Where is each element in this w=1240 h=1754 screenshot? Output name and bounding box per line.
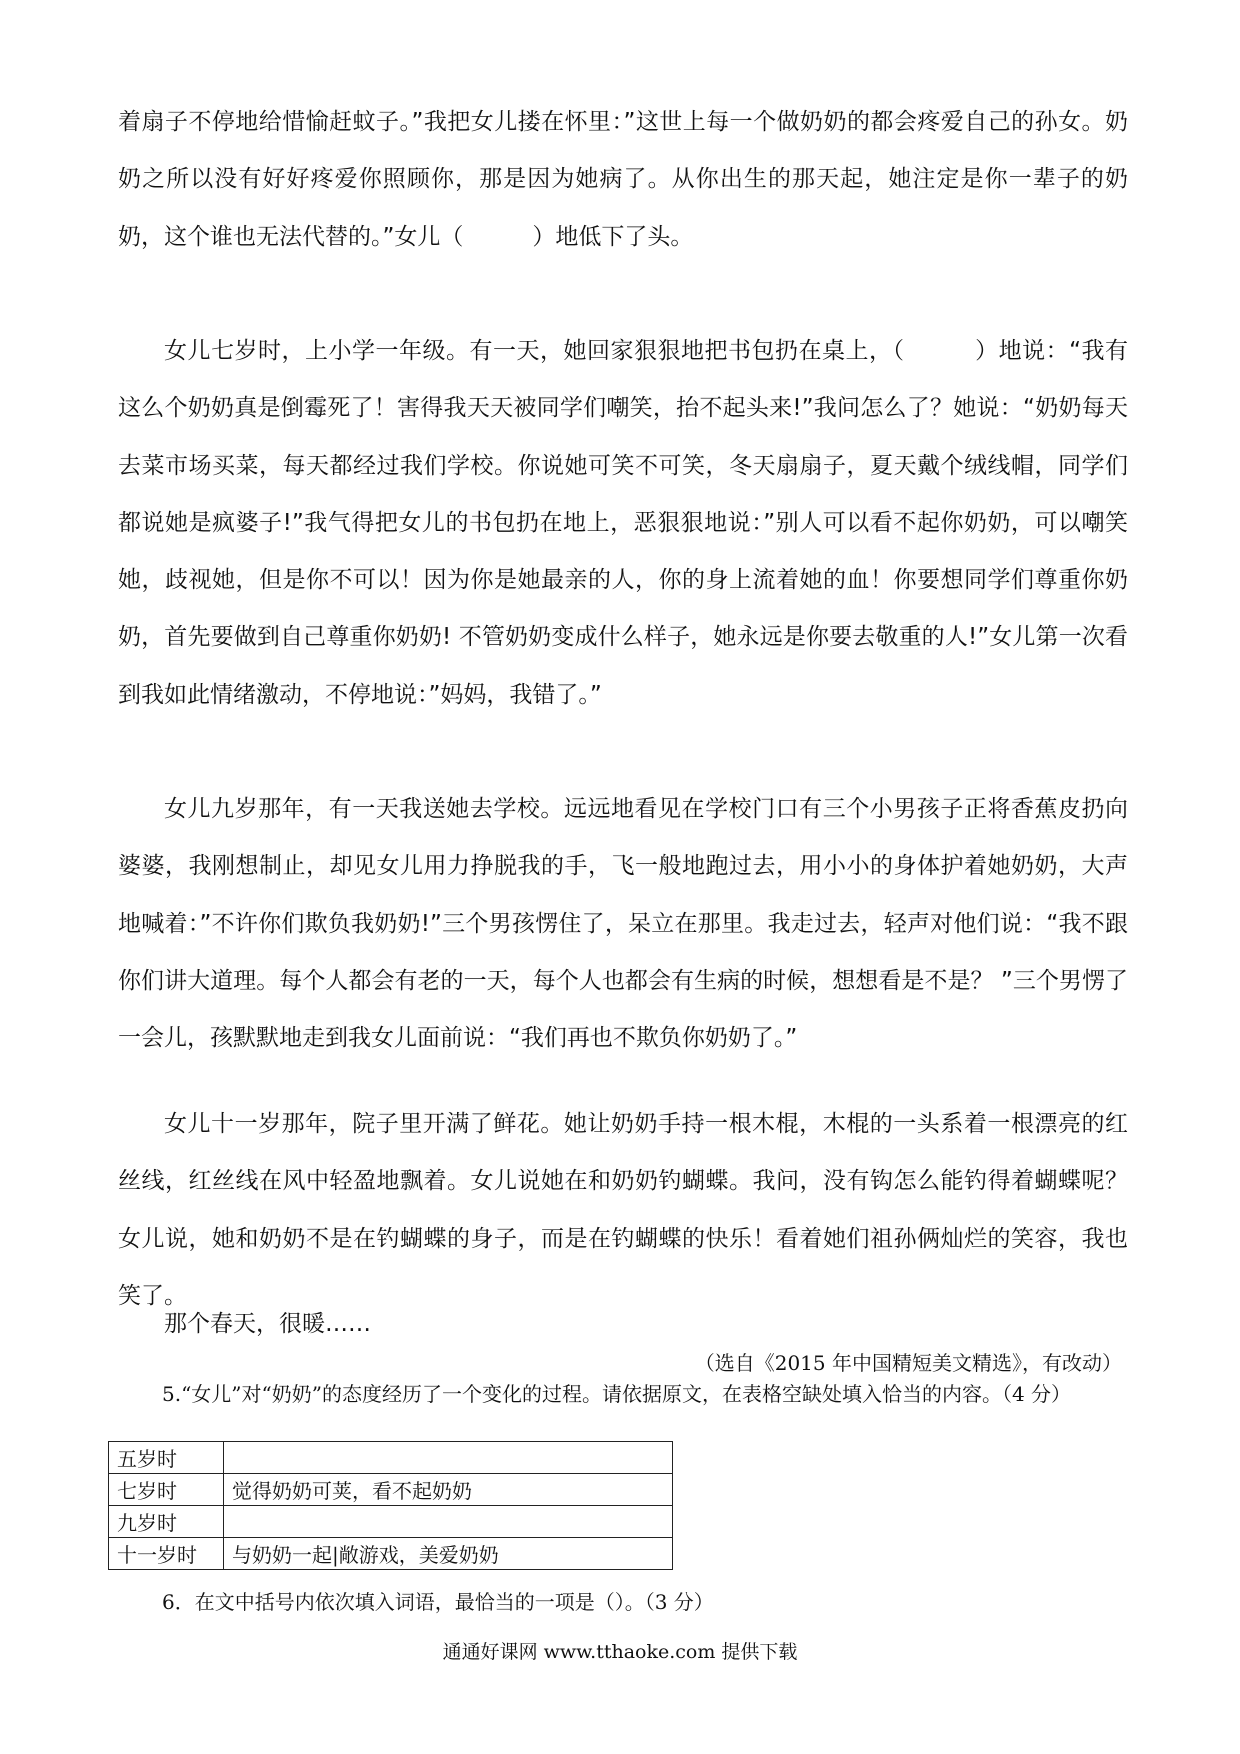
table-cell-answer[interactable] — [224, 1442, 673, 1474]
paragraph-5: 那个春天，很暖…… — [164, 1311, 371, 1337]
table-row — [109, 1442, 673, 1474]
table-cell-age: 九岁时 — [109, 1506, 224, 1538]
paragraph-3: 女儿九岁那年，有一天我送她去学校。远远地看见在学校门口有三个小男孩子正将香蕉皮扔向婆婆，我刚想制止，却见女儿用力挣脱我的手，飞一般地跑过去，用小小的身体护着她奶奶，大声地喊着：”不许你们欺负我奶奶!”三个男孩愣住了，呆立在那里。我走过去，轻声对他们说：“我不跟你们讲大道理。每个人都会有老的一天，每个人也都会有生病的时候，想想看是不是？ ”三个男愣了一会儿，孩默默地走到我女儿面前说：“我们再也不欺负你奶奶了。” — [118, 796, 1128, 1052]
table-cell-answer[interactable] — [224, 1506, 673, 1538]
paragraph-4: 女儿十一岁那年，院子里开满了鲜花。她让奶奶手持一根木棍，木棍的一头系着一根漂亮的红丝线，红丝线在风中轻盈地飘着。女儿说她在和奶奶钓蝴蝶。我问，没有钩怎么能钓得着蝴蝶呢？女儿说，她和奶奶不是在钓蝴蝶的身子，而是在钓蝴蝶的快乐！看着她们祖孙俩灿烂的笑容，我也笑了。 — [118, 1111, 1128, 1309]
question-5: 5.“女儿”对“奶奶”的态度经历了一个变化的过程。请依据原文，在表格空缺处填入恰当的内容。（4 分） — [162, 1382, 1072, 1406]
answer-table — [108, 1441, 673, 1570]
paragraph-2: 女儿七岁时，上小学一年级。有一天，她回家狠狠地把书包扔在桌上，（ ）地说：“我有这么个奶奶真是倒霉死了！害得我天天被同学们嘲笑，抬不起头来!”我问怎么了？她说：“奶奶每天去菜市场买菜，每天都经过我们学校。你说她可笑不可笑，冬天扇扇子，夏天戴个绒线帽，同学们都说她是疯婆子!”我气得把女儿的书包扔在地上，恶狠狠地说：”别人可以看不起你奶奶，可以嘲笑她，歧视她，但是你不可以！因为你是她最亲的人，你的身上流着她的血！你要想同学们尊重你奶奶，首先要做到自己尊重你奶奶! 不管奶奶变成什么样子，她永远是你要去敬重的人!”女儿第一次看到我如此情绪激动，不停地说：”妈妈，我错了。” — [118, 338, 1128, 708]
page-footer: 通通好课网 www.tthaoke.com 提供下载 — [442, 1641, 798, 1663]
table-cell-age: 十一岁时 — [109, 1538, 224, 1570]
table-row — [109, 1474, 673, 1506]
table-row — [109, 1506, 673, 1538]
table-row — [109, 1538, 673, 1570]
question-6: 6．在文中括号内依次填入词语，最恰当的一项是（）。（3 分） — [162, 1590, 714, 1614]
source-citation: （选自《2015 年中国精短美文精选》，有改动） — [694, 1351, 1122, 1375]
table-cell-answer: 觉得奶奶可荚，看不起奶奶 — [224, 1474, 673, 1506]
paragraph-1: 着扇子不停地给惜愉赶蚊子。”我把女儿搂在怀里：”这世上每一个做奶奶的都会疼爱自己的孙女。奶奶之所以没有好好疼爱你照顾你，那是因为她病了。从你出生的那天起，她注定是你一辈子的奶奶，这个谁也无法代替的。”女儿（ ）地低下了头。 — [118, 109, 1128, 250]
table-cell-answer: 与奶奶一起|敞游戏，美爱奶奶 — [224, 1538, 673, 1570]
table-cell-age: 七岁时 — [109, 1474, 224, 1506]
table-cell-age: 五岁时 — [109, 1442, 224, 1474]
